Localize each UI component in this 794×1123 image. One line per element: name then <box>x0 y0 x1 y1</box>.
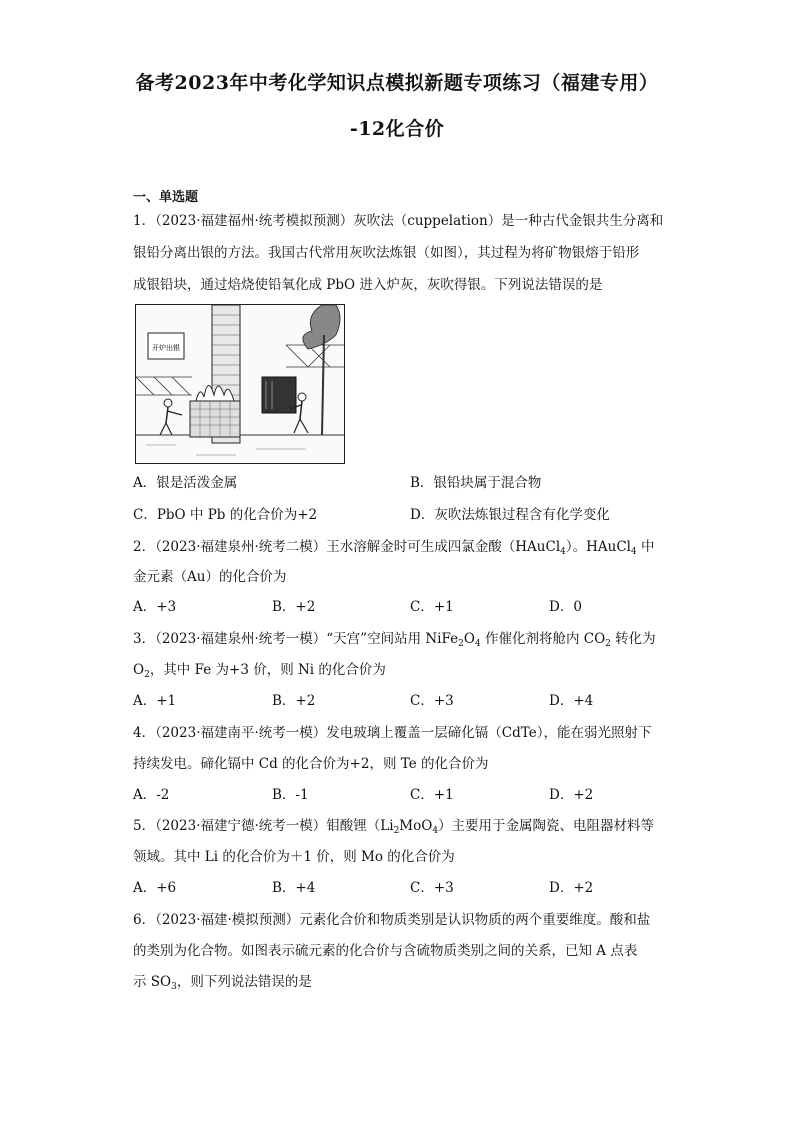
q5-line-2: 领域。其中 Li 的化合价为＋1 价，则 Mo 的化合价为 <box>133 849 455 865</box>
q3-line-2 <box>133 661 386 679</box>
q3-option-a[interactable]: A．+1 <box>133 693 177 709</box>
q5-option-c[interactable]: C．+3 <box>410 880 454 896</box>
q6-text-a: 示 SO <box>133 974 172 990</box>
q1-line-3: 成银铅块，通过焙烧使铅氧化成 PbO 进入炉灰，灰吹得银。下列说法错误的是 <box>133 277 603 293</box>
q1-option-d[interactable]: D．灰吹法炼银过程含有化学变化 <box>410 507 610 523</box>
q6-line-1: 6．（2023·福建·模拟预测）元素化合价和物质类别是认识物质的两个重要维度。酸和盐 <box>133 912 651 928</box>
figure-caption: 开炉出银 <box>152 344 180 352</box>
q2-text-b: ）。HAuCl <box>565 539 632 555</box>
q2-sub-2: 4 <box>631 547 637 557</box>
q4-option-c[interactable]: C．+1 <box>410 787 454 803</box>
q2-line-2: 金元素（Au）的化合价为 <box>133 569 287 585</box>
q5-text-b: MoO <box>399 818 433 834</box>
q3-text-f: ，其中 Fe 为+3 价，则 Ni 的化合价为 <box>149 662 386 678</box>
q4-line-2: 持续发电。碲化镉中 Cd 的化合价为+2，则 Te 的化合价为 <box>133 756 489 772</box>
q2-option-c[interactable]: C．+1 <box>410 599 454 615</box>
q1-option-b[interactable]: B．银铅块属于混合物 <box>410 475 542 491</box>
q3-sub-4: 2 <box>144 670 150 680</box>
q3-option-d[interactable]: D．+4 <box>549 693 594 709</box>
q2-sub-1: 4 <box>560 547 566 557</box>
q6-line-2: 的类别为化合物。如图表示硫元素的化合价与含硫物质类别之间的关系，已知 A 点表 <box>133 943 638 959</box>
q3-option-c[interactable]: C．+3 <box>410 693 454 709</box>
q2-option-a[interactable]: A．+3 <box>133 599 177 615</box>
q2-text-a: 2．（2023·福建泉州·统考二模）王水溶解金时可生成四氯金酸（HAuCl <box>133 539 561 555</box>
q3-text-b: O <box>463 631 475 647</box>
q1-option-c[interactable]: C．PbO 中 Pb 的化合价为+2 <box>133 507 318 523</box>
q6-line-3 <box>133 973 312 991</box>
q1-line-2: 银铅分离出银的方法。我国古代常用灰吹法炼银（如图），其过程为将矿物银熔于铅形 <box>133 245 640 261</box>
q3-sub-3: 2 <box>605 639 611 649</box>
q3-line-1 <box>133 630 656 648</box>
q4-option-a[interactable]: A．-2 <box>133 787 170 803</box>
q3-text-d: 转化为 <box>610 631 656 647</box>
q2-option-b[interactable]: B．+2 <box>272 599 316 615</box>
q3-text-e: O <box>133 662 145 678</box>
q5-option-a[interactable]: A．+6 <box>133 880 177 896</box>
q2-line-1 <box>133 538 655 556</box>
q5-option-d[interactable]: D．+2 <box>549 880 594 896</box>
q2-text-c: 中 <box>636 539 655 555</box>
q5-option-b[interactable]: B．+4 <box>272 880 316 896</box>
section-heading: 一、单选题 <box>133 190 199 205</box>
q5-sub-1: 2 <box>393 826 400 836</box>
q3-sub-2: 4 <box>474 639 481 649</box>
q3-option-b[interactable]: B．+2 <box>272 693 316 709</box>
q3-text-a: 3．（2023·福建泉州·统考一模）“天宫”空间站用 NiFe <box>133 631 459 647</box>
q5-text-c: ）主要用于金属陶瓷、电阻器材料等 <box>438 818 655 834</box>
q1-line-1: 1．（2023·福建福州·统考模拟预测）灰吹法（cuppelation）是一种古代金银共生分离和 <box>133 213 664 229</box>
q3-text-c: 作催化剂将舱内 CO <box>480 631 606 647</box>
title-line-1: 备考2023年中考化学知识点模拟新题专项练习（福建专用） <box>135 72 659 94</box>
cupellation-drawing <box>136 305 344 463</box>
q5-text-a: 5．（2023·福建宁德·统考一模）钼酸锂（Li <box>133 818 394 834</box>
q4-option-d[interactable]: D．+2 <box>549 787 594 803</box>
q5-sub-2: 4 <box>432 826 439 836</box>
q6-text-b: ，则下列说法错误的是 <box>176 974 312 990</box>
q4-option-b[interactable]: B．-1 <box>272 787 309 803</box>
q4-line-1: 4．（2023·福建南平·统考一模）发电玻璃上覆盖一层碲化镉（CdTe），能在弱光照射下 <box>133 725 652 741</box>
title-line-2: -12化合价 <box>349 118 445 140</box>
q5-line-1 <box>133 817 654 835</box>
cupellation-illustration <box>135 304 345 464</box>
q6-sub-1: 3 <box>171 982 177 992</box>
q1-option-a[interactable]: A．银是活泼金属 <box>133 475 238 491</box>
q3-sub-1: 2 <box>458 639 464 649</box>
q2-option-d[interactable]: D．0 <box>549 599 582 615</box>
